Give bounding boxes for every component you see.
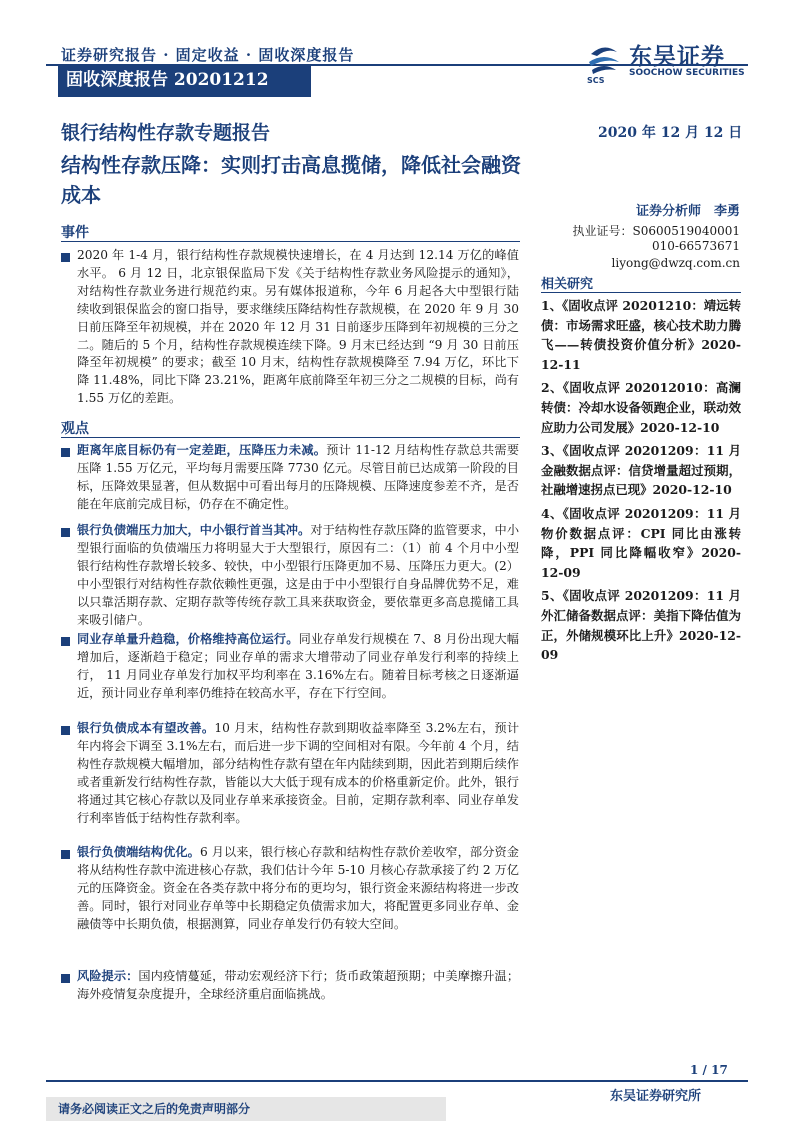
report-date: 2020 年 12 月 12 日 xyxy=(598,125,743,141)
bullet-icon xyxy=(61,850,70,859)
event-text: 2020 年 1-4 月，银行结构性存款规模快速增长，在 4 月达到 12.14 万亿的峰值水平。 6 月 12 日，北京银保监局下发《关于结构性存款业务风险提示的通知》，对结构性存款业务进行规范约束。另有媒体报道称，今年 6 月起各大中型银行陆续收到银保监会的窗口指导，要求继续压降结构性存款规模，在 2020 年 9 月 30 日前压降至年初规模，并在 2020 年 12 月 31 日前逐步压降到年初规模的三分之二。随后的 5 个月，结构性存款规模连续下降。9 月末已经达到 “9 月 30 日前压降至年初规模” 的要求；截至 10 月末，结构性存款规模降至 7.94 万亿，环比下降 11.48%，同比下降 23.21%，距离年底前降至年初三分之二规模的目标，尚有 1.55 万亿的差距。 xyxy=(77,248,519,406)
views-heading: 观点 xyxy=(61,421,89,437)
related-item[interactable]: 4、《固收点评 20201209：11 月物价数据点评：CPI 同比由涨转降，PPI 同比降幅收窄》2020-12-09 xyxy=(541,505,741,580)
bullet-icon xyxy=(61,528,70,537)
bullet-icon xyxy=(61,448,70,457)
view-item xyxy=(77,844,519,934)
related-item[interactable]: 3、《固收点评 20201209：11 月金融数据点评：信贷增量超过预期，社融增速拐点已现》2020-12-10 xyxy=(541,443,741,498)
risk-warning xyxy=(77,968,519,1004)
disclaimer-notice: 请务必阅读正文之后的免责声明部分 xyxy=(46,1097,446,1121)
view-text: 对于结构性存款压降的监管要求，中小型银行面临的负债端压力将明显大于大型银行，原因有二：（1）前 4 个月中小型银行结构性存款增长较多、较快，中小型银行压降更加不易、压降压力更大。(2）中小型银行对结构性存款依赖性更强，这是由于中小型银行自身品牌优势不足，难以只靠活期存款、定期存款等传统存款工具来获取资金，要依靠更多高息揽储工具来吸引储户。 xyxy=(77,523,520,627)
bullet-icon xyxy=(61,726,70,735)
bullet-icon xyxy=(61,637,70,646)
view-item xyxy=(77,442,519,514)
analyst-phone: 010-66573671 xyxy=(651,239,740,253)
series-title: 银行结构性存款专题报告 xyxy=(61,122,271,144)
report-category: 证券研究报告 · 固定收益 · 固收深度报告 xyxy=(61,46,355,64)
view-lead: 同业存单量升趋稳，价格维持高位运行。 xyxy=(77,632,299,646)
risk-lead: 风险提示： xyxy=(77,969,139,983)
analyst-name: 证券分析师 李勇 xyxy=(635,204,740,219)
related-list xyxy=(541,296,741,669)
event-heading: 事件 xyxy=(61,225,89,241)
view-item xyxy=(77,720,519,827)
view-lead: 银行负债成本有望改善。 xyxy=(77,721,215,735)
view-lead: 距离年底目标仍有一定差距，压降压力未减。 xyxy=(77,443,327,457)
institute-name: 东吴证券研究所 xyxy=(610,1089,702,1104)
related-heading: 相关研究 xyxy=(541,277,594,292)
analyst-email[interactable]: liyong@dwzq.com.cn xyxy=(611,256,740,270)
event-rule xyxy=(61,241,520,242)
company-logo xyxy=(583,38,763,94)
logo-name-en: SOOCHOW SECURITIES xyxy=(629,68,745,78)
report-type-date: 固收深度报告 20201212 xyxy=(58,64,311,97)
related-rule xyxy=(541,292,741,293)
view-lead: 银行负债端结构优化。 xyxy=(77,845,200,859)
risk-text: 国内疫情蔓延，带动宏观经济下行；货币政策超预期；中美摩擦升温；海外疫情复杂度提升，全球经济重启面临挑战。 xyxy=(77,969,520,1001)
footer-rule xyxy=(46,1080,748,1082)
page-number: 1 / 17 xyxy=(690,1063,728,1077)
bullet-icon xyxy=(61,974,70,983)
views-rule xyxy=(61,437,520,438)
view-item xyxy=(77,522,519,629)
view-text: 10 月末，结构性存款到期收益率降至 3.2%左右，预计年内将会下调至 3.1%左右，而后进一步下调的空间相对有限。今年前 4 个月，结构性存款规模大幅增加，部分结构性存款有望在年内陆续到期，因此若到期后续作或者重新发行结构性存款，皆能以大大低于现有成本的价格重新定价。此外，银行将通过其它核心存款以及同业存单来承接资金。目前，定期存款利率、同业存单发行利率皆低于结构性存款利率。 xyxy=(77,721,520,825)
view-text: 同业存单发行规模在 7、8 月份出现大幅增加后，逐渐趋于稳定；同业存单的需求大增带动了同业存单发行利率的持续上行， 11 月同业存单发行加权平均利率在 3.16%左右。随着目标考核之日逐渐逼近，预计同业存单利率仍维持在较高水平，存在下行空间。 xyxy=(77,632,519,700)
related-item[interactable]: 5、《固收点评 20201209：11 月外汇储备数据点评：美指下降估值为正，外储规模环比上升》2020-12-09 xyxy=(541,588,741,663)
analyst-license: 执业证号：S0600519040001 xyxy=(572,224,740,238)
view-text: 6 月以来，银行核心存款和结构性存款价差收窄，部分资金将从结构性存款中流进核心存款，我们估计今年 5-10 月核心存款承接了约 2 万亿元的压降资金。资金在各类存款中将分布的更均匀，银行资金来源结构将进一步改善。同时，银行对同业存单等中长期稳定负债需求加大，将配置更多同业存单、金融债等中长期负债，根据测算，同业存单发行仍有较大空间。 xyxy=(77,845,519,931)
view-text: 预计 11-12 月结构性存款总共需要压降 1.55 万亿元，平均每月需要压降 7730 亿元。尽管目前已达成第一阶段的目标，压降效果显著，但从数据中可看出每月的压降规模、压降速度参差不齐，是否能在年底前完成目标，仍存在不确定性。 xyxy=(77,443,520,511)
logo-mark-text: SCS xyxy=(587,76,605,85)
related-item[interactable]: 2、《固收点评 202012010：高澜转债：冷却水设备领跑企业，联动效应助力公司发展》2020-12-10 xyxy=(541,380,741,435)
view-item xyxy=(77,631,519,703)
logo-name-cn: 东吴证券 xyxy=(629,44,725,70)
related-item[interactable]: 1、《固收点评 20201210：靖远转债：市场需求旺盛，核心技术助力腾飞——转债投资价值分析》2020-12-11 xyxy=(541,298,741,372)
bullet-icon xyxy=(61,253,70,262)
main-title: 结构性存款压降：实则打击高息揽储，降低社会融资成本 xyxy=(61,153,521,207)
view-lead: 银行负债端压力加大，中小银行首当其冲。 xyxy=(77,523,311,537)
